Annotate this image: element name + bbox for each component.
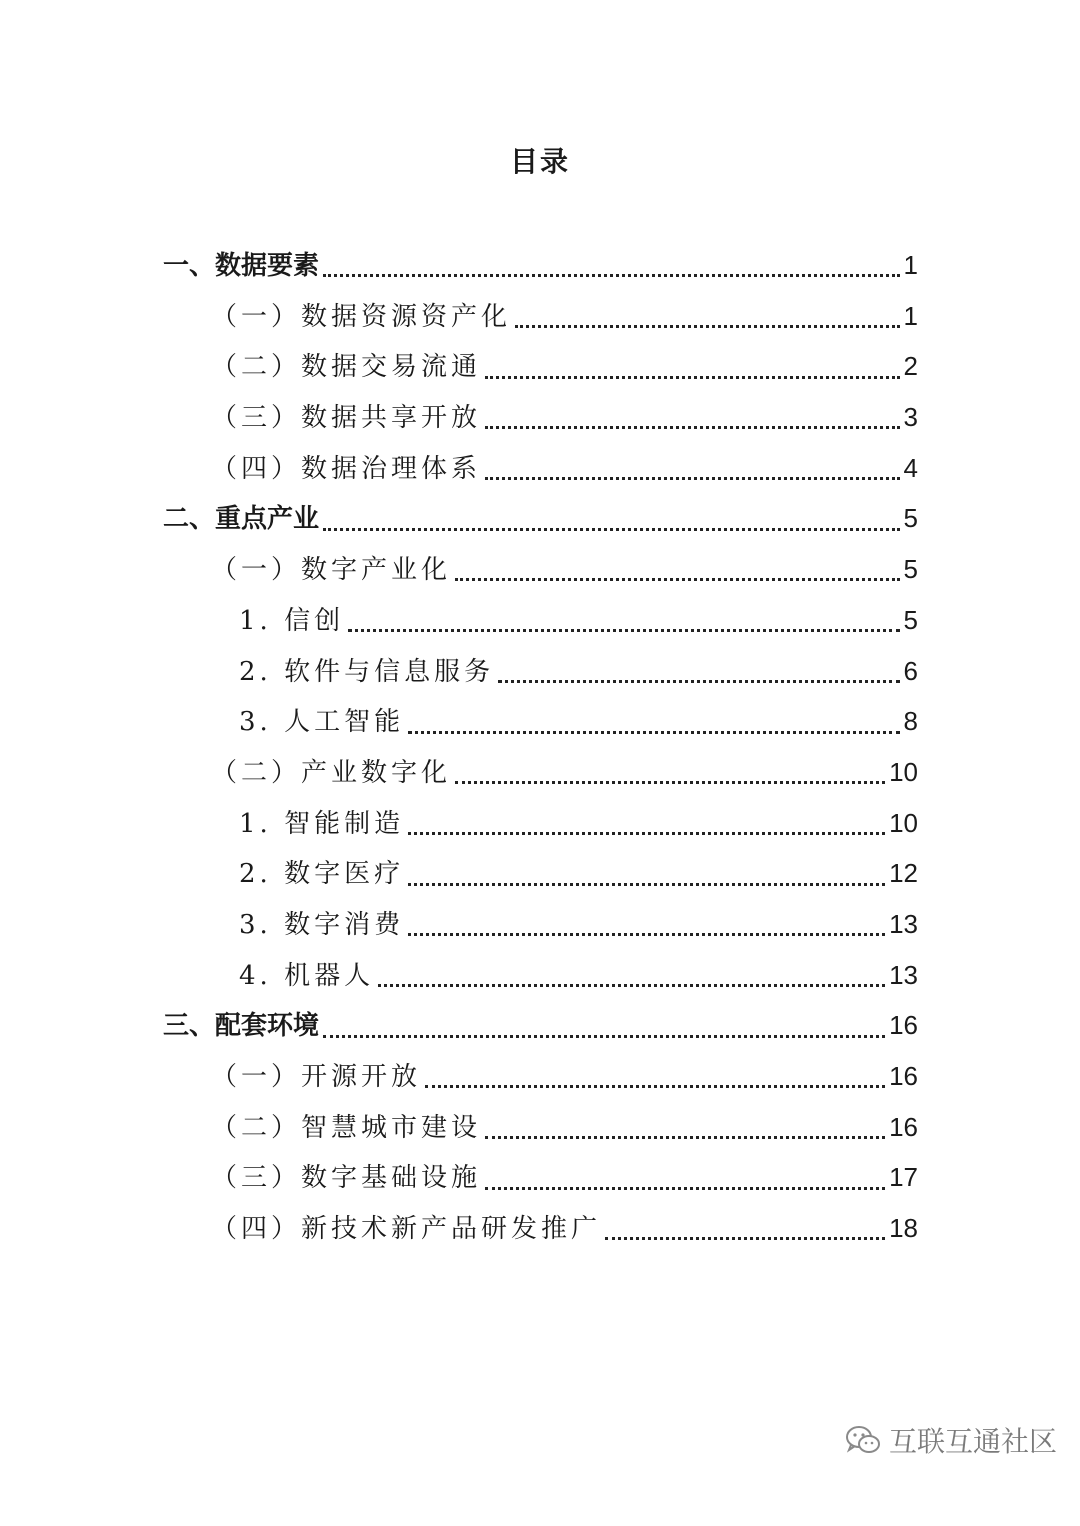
toc-dot-leader <box>485 476 900 480</box>
toc-entry[interactable] <box>163 341 918 392</box>
toc-page-number: 8 <box>903 706 918 737</box>
toc-entry-label: （二）智慧城市建设 <box>211 1112 482 1143</box>
toc-entry[interactable] <box>163 1152 918 1203</box>
toc-dot-leader <box>455 577 900 581</box>
toc-entry[interactable] <box>163 443 918 494</box>
toc-entry-label: 三、配套环境 <box>163 1011 320 1042</box>
toc-entry-label: 4. 机器人 <box>239 960 375 991</box>
toc-dot-leader <box>408 831 885 835</box>
toc-entry[interactable] <box>163 595 918 646</box>
toc-entry[interactable] <box>163 747 918 798</box>
toc-page-number: 16 <box>889 1061 918 1091</box>
toc-entry[interactable] <box>163 544 918 595</box>
toc-page-number: 10 <box>889 756 918 787</box>
toc-dot-leader <box>323 527 900 531</box>
toc-dot-leader <box>408 932 885 936</box>
toc-dot-leader <box>323 1034 885 1038</box>
toc-page-number: 12 <box>889 858 918 889</box>
toc-entry-label: 1. 信创 <box>239 605 345 636</box>
toc-page-number: 5 <box>903 604 918 635</box>
toc-page-number: 10 <box>889 807 918 838</box>
toc-entry-label: 1. 智能制造 <box>239 808 405 839</box>
toc-entry-label: 二、重点产业 <box>163 504 320 535</box>
toc-dot-leader <box>323 273 900 277</box>
toc-page-number: 16 <box>889 1010 918 1041</box>
toc-page-number: 4 <box>903 452 918 483</box>
toc-entry-label: （三）数据共享开放 <box>211 403 482 434</box>
toc-dot-leader <box>485 1135 885 1139</box>
toc-dot-leader <box>605 1236 885 1240</box>
toc-dot-leader <box>455 780 885 784</box>
toc-entry-label: 一、数据要素 <box>163 251 320 281</box>
toc-entry-label: 3. 人工智能 <box>239 707 405 738</box>
watermark-text: 互联互通社区 <box>889 1425 1058 1458</box>
toc-entry-label: 2. 数字医疗 <box>239 859 405 890</box>
toc-dot-leader <box>378 983 885 987</box>
toc-page-number: 1 <box>903 300 918 331</box>
toc-entry-label: （一）数字产业化 <box>211 555 452 586</box>
wechat-icon <box>845 1425 881 1455</box>
toc-entry-label: 2. 软件与信息服务 <box>239 656 495 687</box>
toc-dot-leader <box>425 1084 885 1088</box>
page-title: 目录 <box>509 145 570 178</box>
toc-dot-leader <box>485 1186 885 1190</box>
toc-page-number: 5 <box>903 503 918 534</box>
toc-page-number: 1 <box>903 250 918 280</box>
toc-dot-leader <box>498 679 899 683</box>
toc-page-number: 18 <box>889 1213 918 1244</box>
toc-entry[interactable] <box>163 493 918 544</box>
toc-entry-label: （四）数据治理体系 <box>211 453 482 484</box>
toc-dot-leader <box>408 730 899 734</box>
toc-dot-leader <box>485 375 900 379</box>
toc-entry[interactable] <box>163 848 918 899</box>
toc-entry[interactable] <box>163 696 918 747</box>
toc-entry[interactable] <box>163 899 918 950</box>
toc-entry[interactable] <box>163 392 918 443</box>
toc-dot-leader <box>485 425 900 429</box>
toc-dot-leader <box>515 324 900 328</box>
toc-entry-label: （二）数据交易流通 <box>211 352 482 383</box>
toc-page-number: 16 <box>889 1111 918 1142</box>
toc-page-number: 2 <box>903 351 918 382</box>
toc-entry[interactable] <box>163 1000 918 1051</box>
toc-page-number: 5 <box>903 554 918 585</box>
toc-entry-label: （三）数字基础设施 <box>211 1163 482 1194</box>
toc-page-number: 17 <box>889 1162 918 1193</box>
watermark <box>845 1420 1057 1460</box>
toc-entry[interactable] <box>163 950 918 1001</box>
toc-page-number: 13 <box>889 959 918 990</box>
toc-entry-label: 3. 数字消费 <box>239 909 405 940</box>
toc-entry-label: （一）数据资源资产化 <box>211 301 512 332</box>
toc-entry[interactable] <box>163 291 918 342</box>
toc-entry[interactable] <box>163 1051 918 1102</box>
toc-page-number: 6 <box>903 655 918 686</box>
toc-entry-label: （二）产业数字化 <box>211 757 452 788</box>
toc-dot-leader <box>348 628 899 632</box>
toc-entry[interactable] <box>163 646 918 697</box>
toc-entry[interactable] <box>163 798 918 849</box>
toc-entry[interactable] <box>163 240 918 291</box>
toc-entry-label: （四）新技术新产品研发推广 <box>211 1214 602 1245</box>
toc-entry-label: （一）开源开放 <box>211 1062 422 1092</box>
toc-page-number: 3 <box>903 402 918 433</box>
toc-page-number: 13 <box>889 908 918 939</box>
toc-entry[interactable] <box>163 1102 918 1153</box>
toc-dot-leader <box>408 882 885 886</box>
toc-entry[interactable] <box>163 1203 918 1254</box>
table-of-contents <box>163 240 918 1254</box>
